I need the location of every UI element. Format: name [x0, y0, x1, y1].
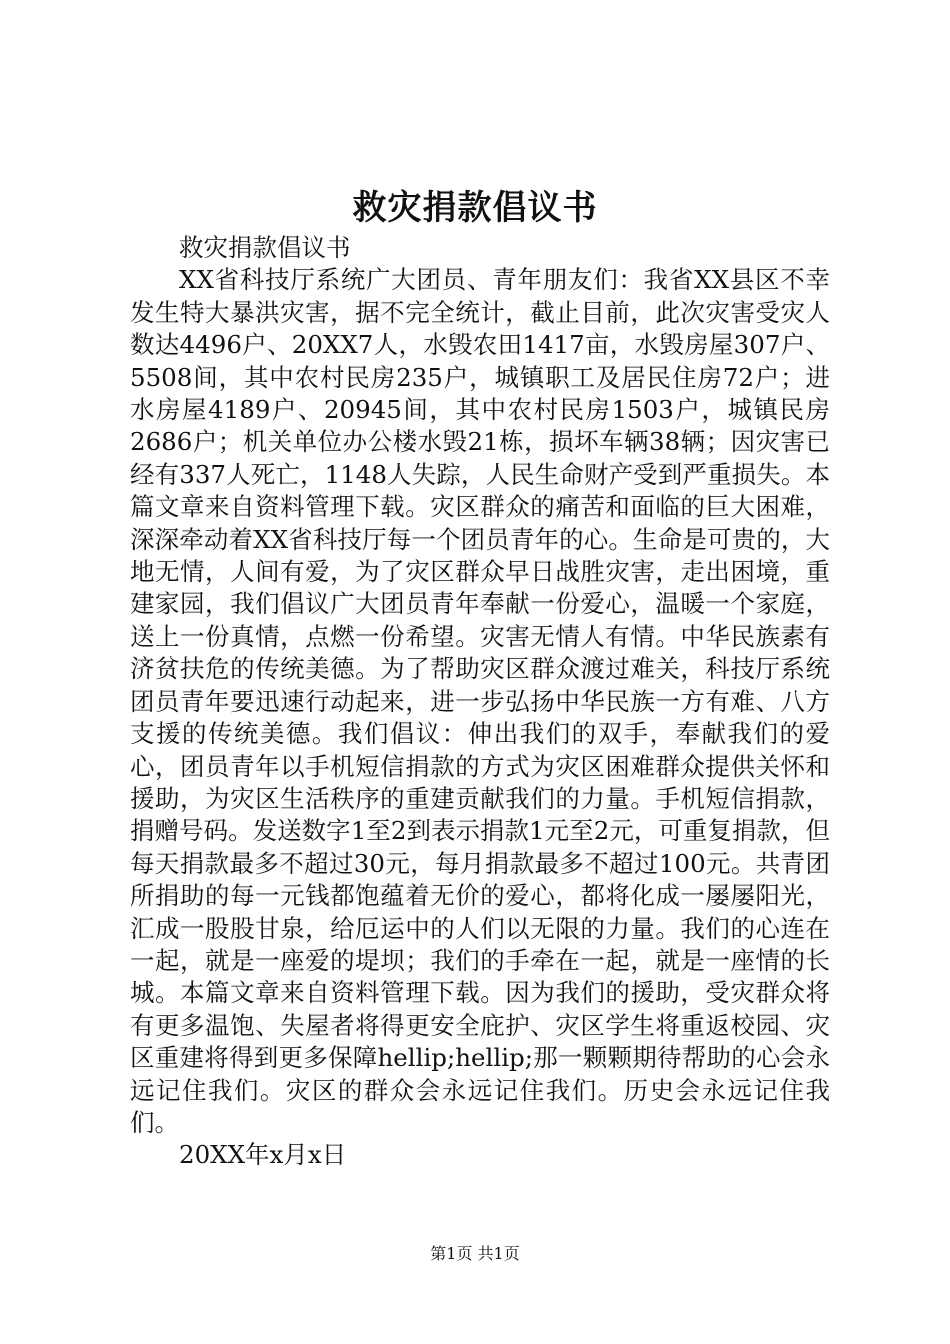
page-number-footer: 第1页 共1页 — [430, 1244, 520, 1263]
body-paragraph: XX省科技厅系统广大团员、青年朋友们：我省XX县区不幸发生特大暴洪灾害，据不完全统计，截止目前，此次灾害受灾人数达4496户、20XX7人，水毁农田1417亩，水毁房屋307户、5508间，其中农村民房235户，城镇职工及居民住房72户；进水房屋4189户、20945间，其中农村民房1503户，城镇民房2686户；机关单位办公楼水毁21栋，损坏车辆38辆；因灾害已经有337人死亡，1148人失踪，人民生命财产受到严重损失。本篇文章来自资料管理下载。灾区群众的痛苦和面临的巨大困难，深深牵动着XX省科技厅每一个团员青年的心。生命是可贵的，大地无情，人间有爱，为了灾区群众早日战胜灾害，走出困境，重建家园，我们倡议广大团员青年奉献一份爱心，温暖一个家庭，送上一份真情，点燃一份希望。灾害无情人有情。中华民族素有济贫扶危的传统美德。为了帮助灾区群众渡过难关，科技厅系统团员青年要迅速行动起来，进一步弘扬中华民族一方有难、八方支援的传统美德。我们倡议：伸出我们的双手，奉献我们的爱心，团员青年以手机短信捐款的方式为灾区困难群众提供关怀和援助，为灾区生活秩序的重建贡献我们的力量。手机短信捐款，捐赠号码。发送数字1至2到表示捐款1元至2元，可重复捐款，但每天捐款最多不超过30元，每月捐款最多不超过100元。共青团所捐助的每一元钱都饱蕴着无价的爱心，都将化成一屡屡阳光，汇成一股股甘泉，给厄运中的人们以无限的力量。我们的心连在一起，就是一座爱的堤坝；我们的手牵在一起，就是一座情的长城。本篇文章来自资料管理下载。因为我们的援助，受灾群众将有更多温饱、失屋者将得更安全庇护、灾区学生将重返校园、灾区重建将得到更多保障hellip;hellip;那一颗颗期待帮助的心会永远记住我们。灾区的群众会永远记住我们。历史会永远记住我们。 — [130, 265, 830, 1137]
subtitle-line: 救灾捐款倡议书 — [179, 233, 351, 262]
document-body — [130, 232, 830, 1172]
document-title: 救灾捐款倡议书 — [352, 188, 598, 228]
date-line: 20XX年x月x日 — [179, 1140, 347, 1170]
